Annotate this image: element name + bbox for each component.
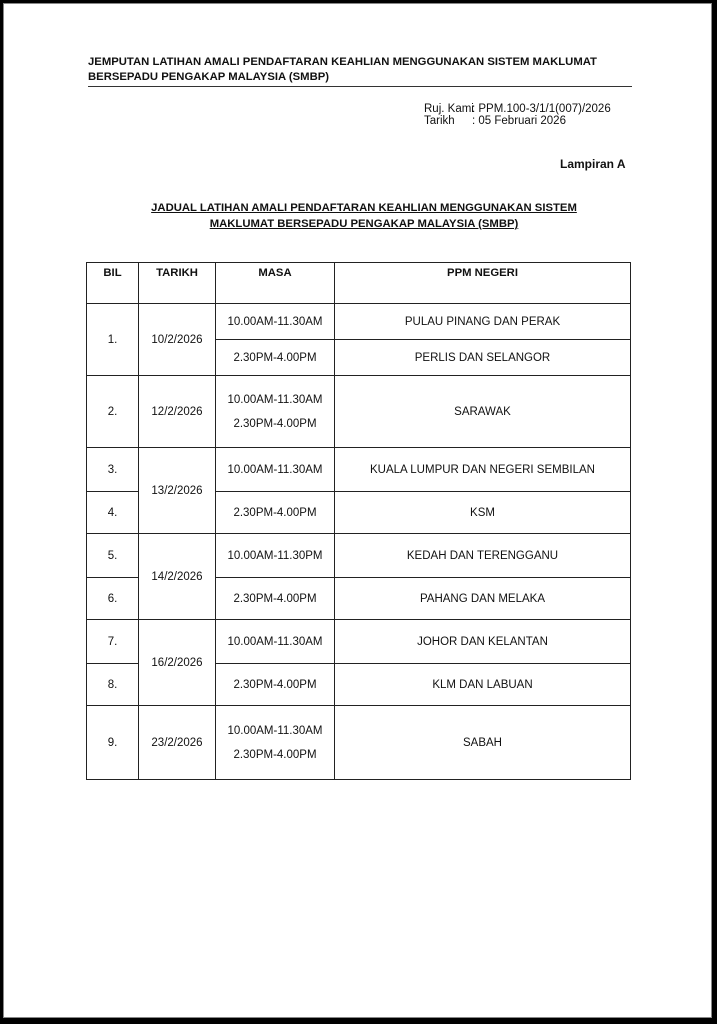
column-header-ppm-negeri: PPM NEGERI [335,263,631,304]
cell-bil: 2. [87,376,139,448]
cell-tarikh: 13/2/2026 [139,448,216,534]
reference-block [424,103,611,127]
cell-masa [216,706,335,780]
table-row [87,706,631,780]
document-title-line-2: MAKLUMAT BERSEPADU PENGAKAP MALAYSIA (SMBP) [209,218,519,230]
schedule-table [86,262,631,780]
table-row [87,376,631,448]
letter-heading: JEMPUTAN LATIHAN AMALI PENDAFTARAN KEAHLIAN MENGGUNAKAN SISTEM MAKLUMAT BERSEPADU PENGAKAP MALAYSIA (SMBP) [88,56,597,83]
cell-masa: 10.00AM-11.30AM [216,448,335,492]
cell-ppm-negeri: KLM DAN LABUAN [335,664,631,706]
table-row [87,534,631,578]
ruj-label: Ruj. Kami [424,103,474,115]
cell-ppm-negeri: PERLIS DAN SELANGOR [335,340,631,376]
cell-bil: 5. [87,534,139,578]
date-row [424,115,611,127]
cell-masa: 10.00AM-11.30PM [216,534,335,578]
cell-ppm-negeri: SABAH [335,706,631,780]
cell-tarikh: 16/2/2026 [139,620,216,706]
document-title [104,200,624,232]
column-header-bil: BIL [87,263,139,304]
cell-masa: 10.00AM-11.30AM [216,304,335,340]
reference-row [424,103,611,115]
cell-bil: 1. [87,304,139,376]
cell-ppm-negeri: KUALA LUMPUR DAN NEGERI SEMBILAN [335,448,631,492]
cell-bil: 4. [87,492,139,534]
cell-masa: 10.00AM-11.30AM [216,620,335,664]
ruj-value: : PPM.100-3/1/1(007)/2026 [472,103,611,115]
table-row [87,304,631,340]
cell-masa: 2.30PM-4.00PM [216,578,335,620]
cell-ppm-negeri: KEDAH DAN TERENGGANU [335,534,631,578]
masa-slot: 10.00AM-11.30AM [227,724,323,737]
cell-masa: 2.30PM-4.00PM [216,340,335,376]
column-header-masa: MASA [216,263,335,304]
cell-ppm-negeri: PAHANG DAN MELAKA [335,578,631,620]
masa-slot: 10.00AM-11.30AM [227,393,323,406]
cell-masa [216,376,335,448]
cell-tarikh: 23/2/2026 [139,706,216,780]
document-title-line-1: JADUAL LATIHAN AMALI PENDAFTARAN KEAHLIAN MENGGUNAKAN SISTEM [151,202,577,214]
cell-bil: 3. [87,448,139,492]
cell-bil: 7. [87,620,139,664]
cell-tarikh: 10/2/2026 [139,304,216,376]
attachment-label: Lampiran A [560,157,626,171]
tarikh-label: Tarikh [424,115,455,127]
cell-tarikh: 14/2/2026 [139,534,216,620]
column-header-tarikh: TARIKH [139,263,216,304]
cell-masa: 2.30PM-4.00PM [216,664,335,706]
tarikh-value: : 05 Februari 2026 [472,115,566,127]
table-header-row [87,263,631,304]
table-row [87,620,631,664]
cell-ppm-negeri: KSM [335,492,631,534]
table-row [87,448,631,492]
schedule-body [87,304,631,780]
cell-masa: 2.30PM-4.00PM [216,492,335,534]
cell-tarikh: 12/2/2026 [139,376,216,448]
cell-ppm-negeri: PULAU PINANG DAN PERAK [335,304,631,340]
cell-bil: 9. [87,706,139,780]
masa-slot: 2.30PM-4.00PM [233,417,317,430]
masa-slot: 2.30PM-4.00PM [233,748,317,761]
cell-bil: 6. [87,578,139,620]
heading-rule [88,86,632,87]
cell-ppm-negeri: SARAWAK [335,376,631,448]
cell-ppm-negeri: JOHOR DAN KELANTAN [335,620,631,664]
cell-bil: 8. [87,664,139,706]
document-page [4,4,711,1017]
